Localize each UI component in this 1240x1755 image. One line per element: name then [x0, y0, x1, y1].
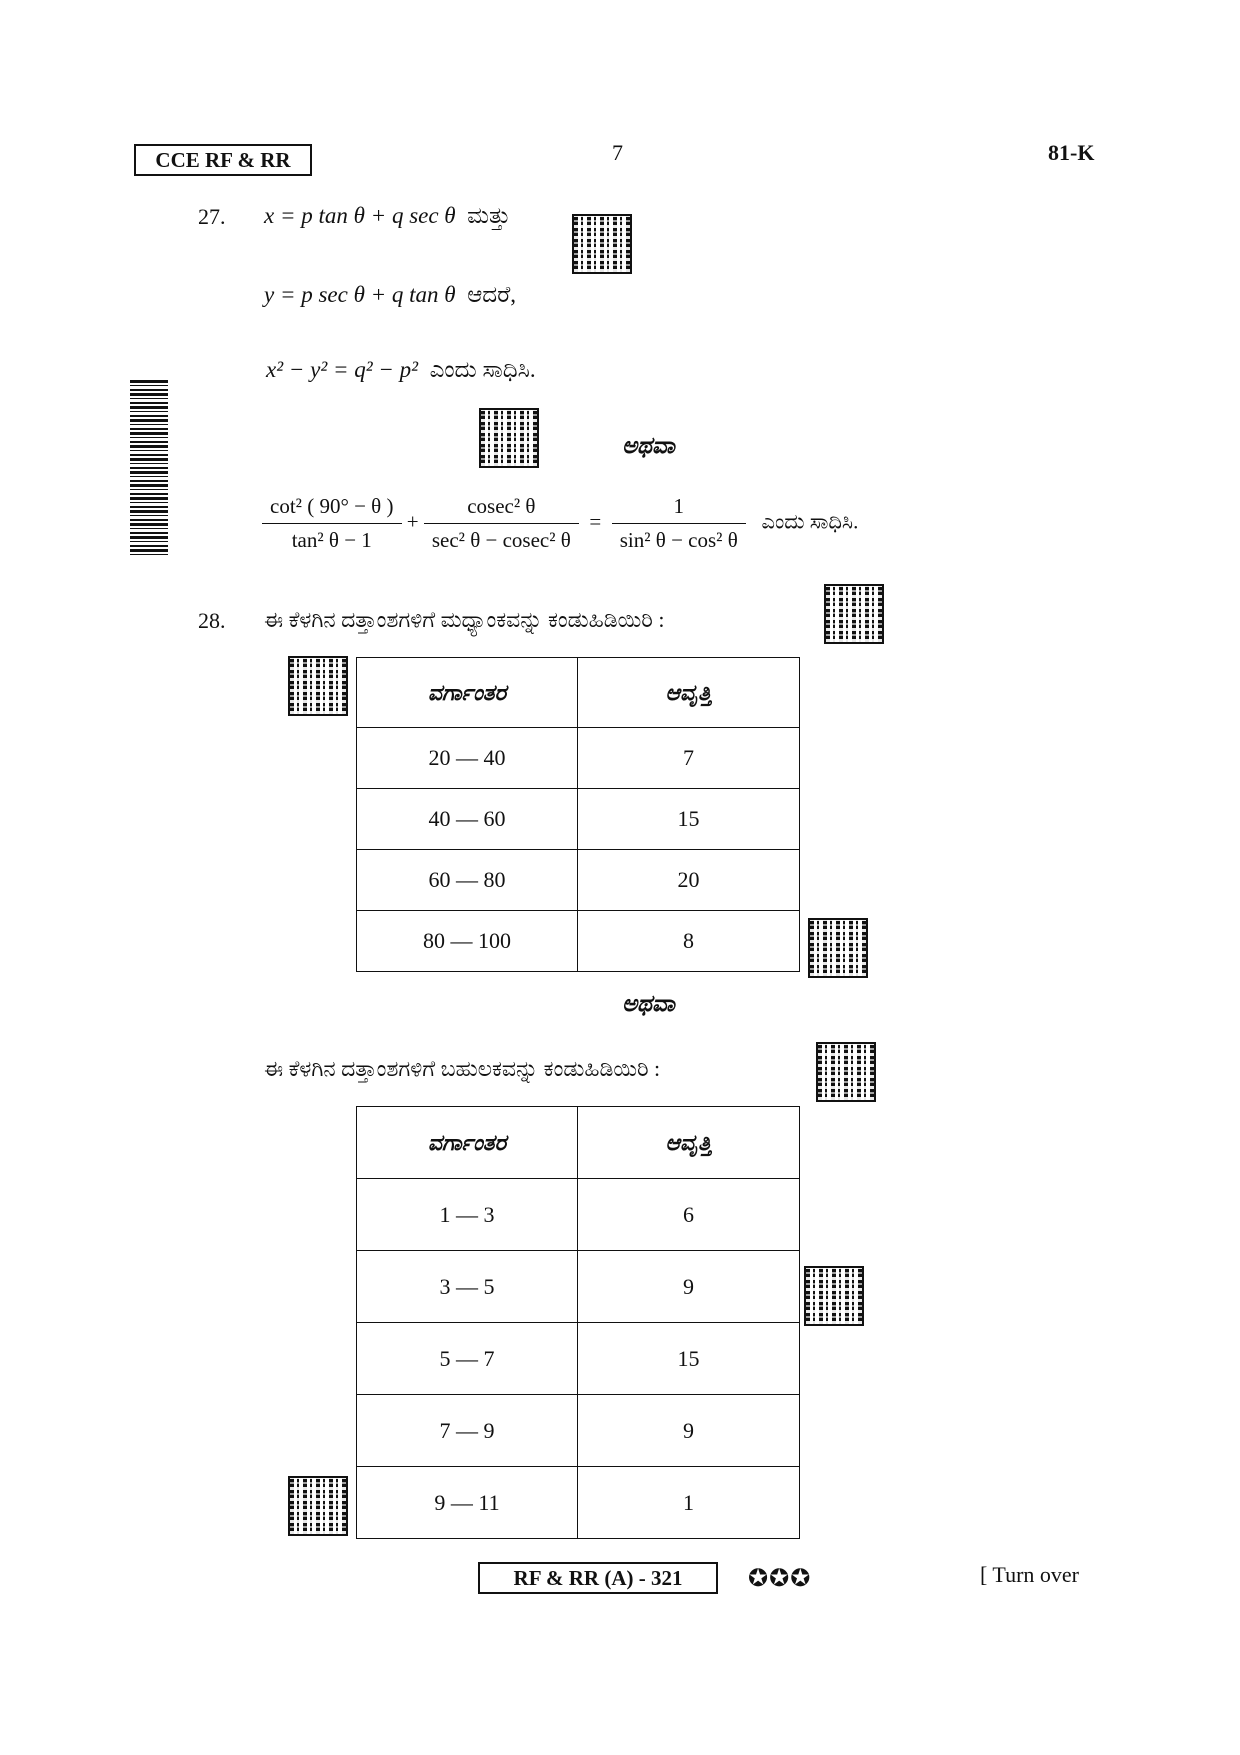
- table-header-row: [357, 1107, 800, 1179]
- q27-line1-word: ಮತ್ತು: [467, 203, 511, 228]
- table-row: [357, 850, 800, 911]
- decorative-circles-icon: ✪✪✪: [748, 1564, 812, 1592]
- equals-sign: =: [589, 509, 602, 534]
- fraction-3-denominator: sin² θ − cos² θ: [619, 528, 738, 552]
- qr-code-icon: [290, 658, 346, 714]
- page-number: 7: [612, 140, 623, 165]
- paper-code: 81-K: [1048, 140, 1095, 165]
- question-number-28: 28.: [198, 608, 226, 633]
- col-header-frequency: ಆವೃತ್ತಿ: [578, 658, 800, 728]
- table-row: [357, 1395, 800, 1467]
- table-header-row: [357, 658, 800, 728]
- fraction-1: [262, 494, 402, 553]
- q27-line2-word: ಆದರೆ,: [467, 282, 516, 307]
- cell-class-interval: 20 — 40: [357, 728, 578, 789]
- cell-class-interval: 7 — 9: [357, 1395, 578, 1467]
- cell-frequency: 15: [578, 789, 800, 850]
- plus-sign: +: [406, 509, 419, 534]
- q28-prompt: ಈ ಕೆಳಗಿನ ದತ್ತಾಂಶಗಳಿಗೆ ಮಧ್ಯಾಂಕವನ್ನು ಕಂಡುಹಿಡಿಯಿರಿ :: [264, 607, 665, 632]
- cell-class-interval: 3 — 5: [357, 1251, 578, 1323]
- fraction-1-denominator: tan² θ − 1: [291, 528, 372, 552]
- fraction-3-numerator: 1: [612, 494, 746, 524]
- cell-frequency: 9: [578, 1395, 800, 1467]
- qr-code-icon: [826, 586, 882, 642]
- fraction-2: [424, 494, 579, 553]
- q27-line2: [264, 282, 516, 308]
- q27-line3: [266, 357, 536, 383]
- footer-code-box: RF & RR (A) - 321: [478, 1562, 718, 1594]
- table-row: [357, 789, 800, 850]
- col-header-frequency: ಆವೃತ್ತಿ: [578, 1107, 800, 1179]
- qr-code-icon: [481, 410, 537, 466]
- cell-frequency: 8: [578, 911, 800, 972]
- cell-class-interval: 9 — 11: [357, 1467, 578, 1539]
- cell-class-interval: 60 — 80: [357, 850, 578, 911]
- qr-code-icon: [818, 1044, 874, 1100]
- qr-code-icon: [810, 920, 866, 976]
- cell-frequency: 20: [578, 850, 800, 911]
- fraction-3: [612, 494, 746, 553]
- q27-line3-word: ಎಂದು ಸಾಧಿಸಿ.: [429, 357, 536, 382]
- or-label-28: ಅಥವಾ: [622, 990, 675, 1017]
- col-header-class-interval: ವರ್ಗಾಂತರ: [357, 1107, 578, 1179]
- q27-alt-identity: [262, 494, 858, 553]
- question-number-27: 27.: [198, 204, 226, 229]
- table-row: [357, 1467, 800, 1539]
- fraction-1-numerator: cot² ( 90° − θ ): [262, 494, 402, 524]
- median-frequency-table: [356, 657, 800, 972]
- cell-frequency: 6: [578, 1179, 800, 1251]
- qr-code-icon: [574, 216, 630, 272]
- q27-line1: [264, 203, 510, 229]
- cell-class-interval: 80 — 100: [357, 911, 578, 972]
- qr-code-icon: [290, 1478, 346, 1534]
- cell-frequency: 7: [578, 728, 800, 789]
- cell-class-interval: 5 — 7: [357, 1323, 578, 1395]
- col-header-class-interval: ವರ್ಗಾಂತರ: [357, 658, 578, 728]
- cell-class-interval: 1 — 3: [357, 1179, 578, 1251]
- cell-frequency: 1: [578, 1467, 800, 1539]
- barcode-image: [130, 380, 168, 556]
- table-row: [357, 911, 800, 972]
- q27-line3-expr: x² − y² = q² − p²: [266, 357, 419, 382]
- turn-over-label: [ Turn over: [980, 1562, 1080, 1587]
- table-row: [357, 1323, 800, 1395]
- q28-alt-prompt: ಈ ಕೆಳಗಿನ ದತ್ತಾಂಶಗಳಿಗೆ ಬಹುಲಕವನ್ನು ಕಂಡುಹಿಡಿಯಿರಿ :: [264, 1056, 661, 1081]
- table-row: [357, 1251, 800, 1323]
- qr-code-icon: [806, 1268, 862, 1324]
- q27-alt-suffix: ಎಂದು ಸಾಧಿಸಿ.: [761, 509, 859, 534]
- cell-class-interval: 40 — 60: [357, 789, 578, 850]
- table-row: [357, 728, 800, 789]
- or-label-27: ಅಥವಾ: [622, 432, 675, 459]
- cell-frequency: 15: [578, 1323, 800, 1395]
- exam-code-box: CCE RF & RR: [134, 144, 312, 176]
- fraction-2-denominator: sec² θ − cosec² θ: [431, 528, 571, 552]
- mode-frequency-table: [356, 1106, 800, 1539]
- q27-line2-expr: y = p sec θ + q tan θ: [264, 282, 456, 307]
- fraction-2-numerator: cosec² θ: [424, 494, 579, 524]
- q27-line1-expr: x = p tan θ + q sec θ: [264, 203, 456, 228]
- cell-frequency: 9: [578, 1251, 800, 1323]
- table-row: [357, 1179, 800, 1251]
